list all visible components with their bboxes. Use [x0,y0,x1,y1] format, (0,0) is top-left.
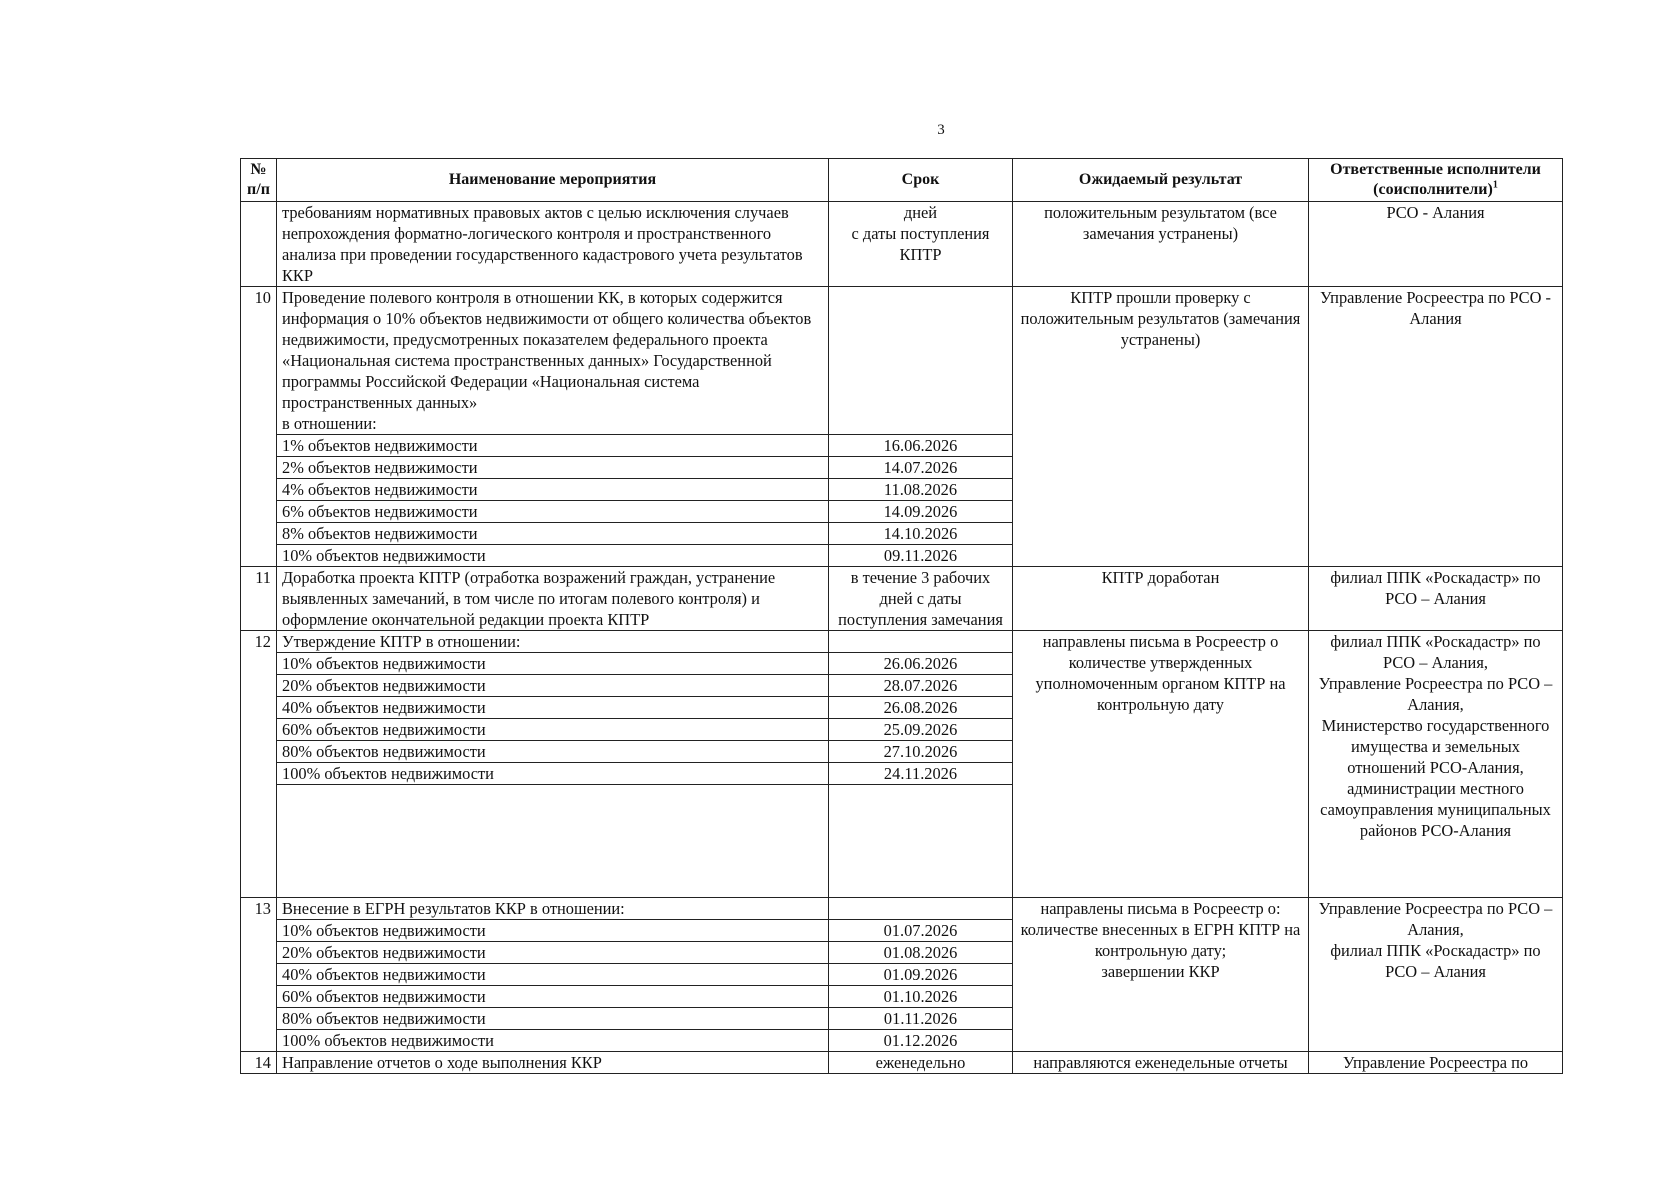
sub-item-date: 09.11.2026 [829,545,1013,567]
row-num: 12 [241,631,277,898]
sub-item-date: 24.11.2026 [829,763,1013,785]
sub-item-date: 26.06.2026 [829,653,1013,675]
sub-item-date: 27.10.2026 [829,741,1013,763]
sub-item-date: 14.07.2026 [829,457,1013,479]
empty-cell [829,785,1013,898]
row-result: направляются еженедельные отчеты [1013,1052,1309,1074]
header-num: № п/п [241,159,277,202]
row-executors: Управление Росреестра по РСО - Алания [1309,287,1563,567]
sub-item-label: 80% объектов недвижимости [277,1008,829,1030]
sub-item-date: 01.08.2026 [829,942,1013,964]
table-row [241,631,1563,653]
row-num: 11 [241,567,277,631]
row-executors: филиал ППК «Роскадастр» по РСО – Алания, Управление Росреестра по РСО – Алания, Министерство государственного имущества и земельных отношений РСО-Алания, администрации местного самоуправления муниципальных районов РСО-Алания [1309,631,1563,898]
row-result: направлены письма в Росреестр о: количестве внесенных в ЕГРН КПТР на контрольную дату; завершении ККР [1013,898,1309,1052]
row-num: 14 [241,1052,277,1074]
row-term: в течение 3 рабочих дней с даты поступления замечания [829,567,1013,631]
sub-item-date: 16.06.2026 [829,435,1013,457]
table-header-row [241,159,1563,202]
empty-cell [277,785,829,898]
sub-item-label: 100% объектов недвижимости [277,1030,829,1052]
header-executors-label: Ответственные исполнители (соисполнители) [1330,161,1541,198]
sub-item-label: 10% объектов недвижимости [277,653,829,675]
header-executors-footnote: 1 [1492,179,1498,191]
sub-item-label: 10% объектов недвижимости [277,920,829,942]
sub-item-date: 01.07.2026 [829,920,1013,942]
sub-item-label: 40% объектов недвижимости [277,964,829,986]
sub-item-label: 40% объектов недвижимости [277,697,829,719]
sub-item-label: 4% объектов недвижимости [277,479,829,501]
row-term [829,631,1013,653]
row-name: требованиям нормативных правовых актов с целью исключения случаев непрохождения форматно-логического контроля и пространственного анализа при проведении государственного кадастрового учета результатов ККР [277,202,829,287]
header-result: Ожидаемый результат [1013,159,1309,202]
page-number: 3 [937,122,945,138]
sub-item-label: 100% объектов недвижимости [277,763,829,785]
sub-item-label: 20% объектов недвижимости [277,942,829,964]
header-name: Наименование мероприятия [277,159,829,202]
row-num: 10 [241,287,277,567]
sub-item-date: 25.09.2026 [829,719,1013,741]
row-num: 13 [241,898,277,1052]
table-row [241,287,1563,435]
table-row [241,1052,1563,1074]
row-name: Внесение в ЕГРН результатов ККР в отношении: [277,898,829,920]
sub-item-date: 14.10.2026 [829,523,1013,545]
sub-item-label: 2% объектов недвижимости [277,457,829,479]
row-term: дней с даты поступления КПТР [829,202,1013,287]
sub-item-date: 11.08.2026 [829,479,1013,501]
sub-item-date: 28.07.2026 [829,675,1013,697]
sub-item-date: 01.12.2026 [829,1030,1013,1052]
row-num [241,202,277,287]
sub-item-label: 1% объектов недвижимости [277,435,829,457]
sub-item-label: 80% объектов недвижимости [277,741,829,763]
sub-item-label: 60% объектов недвижимости [277,719,829,741]
row-term [829,898,1013,920]
row-executors: Управление Росреестра по [1309,1052,1563,1074]
sub-item-date: 01.11.2026 [829,1008,1013,1030]
row-executors: РСО - Алания [1309,202,1563,287]
sub-item-label: 6% объектов недвижимости [277,501,829,523]
row-term [829,287,1013,435]
row-term: еженедельно [829,1052,1013,1074]
row-result: КПТР доработан [1013,567,1309,631]
row-result: КПТР прошли проверку с положительным результатов (замечания устранены) [1013,287,1309,567]
row-result: направлены письма в Росреестр о количестве утвержденных уполномоченным органом КПТР на контрольную дату [1013,631,1309,898]
sub-item-date: 01.09.2026 [829,964,1013,986]
row-name: Проведение полевого контроля в отношении КК, в которых содержится информация о 10% объектов недвижимости от общего количества объектов недвижимости, предусмотренных показателем федерального проекта «Национальная система пространственных данных» Государственной программы Российской Федерации «Национальная система пространственных данных» в отношении: [277,287,829,435]
table-row [241,898,1563,920]
sub-item-date: 26.08.2026 [829,697,1013,719]
row-result: положительным результатом (все замечания устранены) [1013,202,1309,287]
row-name: Утверждение КПТР в отношении: [277,631,829,653]
row-executors: Управление Росреестра по РСО – Алания, филиал ППК «Роскадастр» по РСО – Алания [1309,898,1563,1052]
sub-item-date: 14.09.2026 [829,501,1013,523]
header-executors [1309,159,1563,202]
row-executors: филиал ППК «Роскадастр» по РСО – Алания [1309,567,1563,631]
sub-item-label: 20% объектов недвижимости [277,675,829,697]
sub-item-date: 01.10.2026 [829,986,1013,1008]
activities-table [240,158,1563,1074]
table-row [241,567,1563,631]
header-term: Срок [829,159,1013,202]
sub-item-label: 10% объектов недвижимости [277,545,829,567]
sub-item-label: 60% объектов недвижимости [277,986,829,1008]
row-name: Доработка проекта КПТР (отработка возражений граждан, устранение выявленных замечаний, в том числе по итогам полевого контроля) и оформление окончательной редакции проекта КПТР [277,567,829,631]
sub-item-label: 8% объектов недвижимости [277,523,829,545]
row-name: Направление отчетов о ходе выполнения ККР [277,1052,829,1074]
table-row [241,202,1563,287]
